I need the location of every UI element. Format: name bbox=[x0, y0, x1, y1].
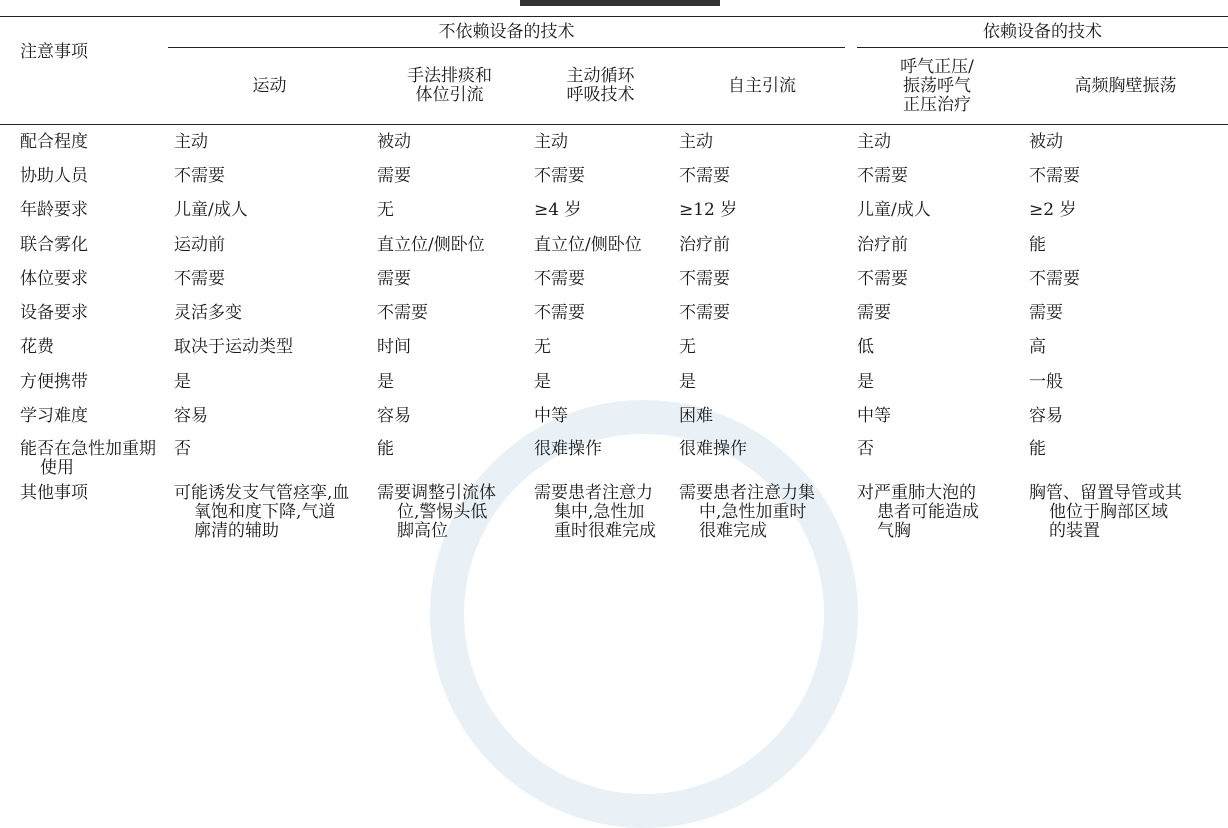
text-line: 设备要求 bbox=[20, 303, 88, 324]
text-line: 否 bbox=[174, 438, 191, 459]
table-cell bbox=[528, 434, 673, 482]
text-line: 需要 bbox=[857, 303, 891, 324]
row-label bbox=[0, 482, 168, 554]
table-cell bbox=[851, 399, 1023, 433]
text-line: 其他事项 bbox=[20, 482, 88, 503]
text-line: 无 bbox=[534, 337, 551, 358]
text-line: 很难操作 bbox=[534, 438, 602, 459]
text-line: 振荡呼气 bbox=[903, 75, 971, 96]
text-line: 氧饱和度下降,气道 bbox=[194, 501, 336, 522]
text-line: 需要患者注意力 bbox=[534, 482, 653, 503]
table-cell bbox=[371, 194, 528, 228]
text-line: 时间 bbox=[377, 337, 411, 358]
table-cell bbox=[371, 399, 528, 433]
table-row bbox=[0, 399, 1228, 433]
table-cell bbox=[851, 331, 1023, 365]
table-cell bbox=[528, 296, 673, 330]
header-column-row bbox=[0, 48, 1228, 125]
table-cell bbox=[1023, 482, 1228, 554]
text-line: 不需要 bbox=[857, 268, 908, 289]
table-cell bbox=[673, 482, 851, 554]
group-header-device-independent: 不依赖设备的技术 bbox=[168, 17, 851, 48]
text-line: 运动前 bbox=[174, 234, 225, 255]
text-line: 集中,急性加 bbox=[554, 501, 645, 522]
text-line: 无 bbox=[377, 200, 394, 221]
table-cell bbox=[168, 228, 371, 262]
text-line: 是 bbox=[377, 371, 394, 392]
row-label bbox=[0, 228, 168, 262]
table-cell bbox=[528, 159, 673, 193]
table-cell bbox=[528, 262, 673, 296]
table-cell bbox=[851, 125, 1023, 160]
table-row bbox=[0, 296, 1228, 330]
text-line: 中等 bbox=[857, 406, 891, 427]
text-line: 能否在急性加重期 bbox=[20, 438, 156, 459]
text-line: 能 bbox=[377, 438, 394, 459]
table-cell bbox=[673, 365, 851, 399]
text-line: 体位引流 bbox=[415, 85, 484, 105]
text-line: ≥4 岁 bbox=[534, 200, 582, 221]
table-cell bbox=[371, 296, 528, 330]
text-line: 主动 bbox=[534, 131, 568, 152]
text-line: 位,警惕头低 bbox=[397, 501, 488, 522]
table-cell bbox=[1023, 434, 1228, 482]
table-cell bbox=[168, 262, 371, 296]
table-cell bbox=[1023, 125, 1228, 160]
text-line: 容易 bbox=[174, 406, 208, 427]
table-cell bbox=[528, 194, 673, 228]
table-cell bbox=[168, 399, 371, 433]
table-cell bbox=[673, 399, 851, 433]
text-line: 取决于运动类型 bbox=[174, 337, 293, 358]
text-line: 运动 bbox=[252, 75, 287, 96]
table-cell bbox=[1023, 262, 1228, 296]
table-cell bbox=[1023, 194, 1228, 228]
text-line: 不需要 bbox=[534, 165, 585, 186]
text-line: 不需要 bbox=[679, 303, 730, 324]
text-line: 高频胸壁振荡 bbox=[1074, 75, 1177, 96]
text-line: 需要 bbox=[377, 268, 411, 289]
table-cell bbox=[168, 125, 371, 160]
table-cell bbox=[1023, 159, 1228, 193]
text-line: 需要 bbox=[1029, 303, 1063, 324]
table-cell bbox=[168, 296, 371, 330]
table-cell bbox=[1023, 365, 1228, 399]
table-cell bbox=[528, 228, 673, 262]
table-cell bbox=[371, 434, 528, 482]
text-line: 不需要 bbox=[534, 303, 585, 324]
text-line: 不需要 bbox=[534, 268, 585, 289]
text-line: 不需要 bbox=[174, 268, 225, 289]
table-cell bbox=[528, 125, 673, 160]
text-line: 否 bbox=[857, 438, 874, 459]
table-cell bbox=[673, 194, 851, 228]
text-line: 不需要 bbox=[377, 303, 428, 324]
table-cell bbox=[1023, 296, 1228, 330]
text-line: 低 bbox=[857, 337, 874, 358]
table-row bbox=[0, 434, 1228, 482]
text-line: 自主引流 bbox=[728, 75, 796, 96]
table-cell bbox=[1023, 331, 1228, 365]
table-cell bbox=[673, 262, 851, 296]
column-header bbox=[673, 48, 851, 125]
table-cell bbox=[371, 262, 528, 296]
text-line: 学习难度 bbox=[20, 406, 88, 427]
table-cell bbox=[371, 365, 528, 399]
text-line: 气胸 bbox=[877, 520, 911, 541]
text-line: 很难完成 bbox=[699, 520, 767, 541]
table-cell bbox=[168, 365, 371, 399]
text-line: 胸管、留置导管或其 bbox=[1029, 482, 1182, 503]
header-group-row bbox=[0, 17, 1228, 48]
caption-remnant bbox=[520, 0, 720, 6]
text-line: 直立位/侧卧位 bbox=[534, 234, 642, 255]
text-line: 使用 bbox=[40, 457, 74, 478]
text-line: 患者可能造成 bbox=[877, 501, 979, 522]
table-cell bbox=[371, 228, 528, 262]
table-cell bbox=[673, 296, 851, 330]
text-line: 体位要求 bbox=[20, 268, 88, 289]
table-row bbox=[0, 365, 1228, 399]
text-line: 需要 bbox=[377, 165, 411, 186]
text-line: 容易 bbox=[1029, 406, 1063, 427]
table-cell bbox=[528, 365, 673, 399]
text-line: 的装置 bbox=[1049, 520, 1100, 541]
table-cell bbox=[851, 482, 1023, 554]
text-line: ≥12 岁 bbox=[679, 200, 738, 221]
text-line: 是 bbox=[679, 371, 696, 392]
text-line: 是 bbox=[174, 371, 191, 392]
row-label bbox=[0, 331, 168, 365]
text-line: 不需要 bbox=[679, 268, 730, 289]
row-label bbox=[0, 365, 168, 399]
text-line: 不需要 bbox=[174, 165, 225, 186]
table-cell bbox=[528, 482, 673, 554]
row-label bbox=[0, 262, 168, 296]
column-header bbox=[528, 48, 673, 125]
text-line: 困难 bbox=[679, 406, 713, 427]
table-cell bbox=[673, 159, 851, 193]
text-line: 手法排痰和 bbox=[407, 66, 492, 86]
table-cell bbox=[168, 331, 371, 365]
row-label bbox=[0, 159, 168, 193]
table-cell bbox=[851, 228, 1023, 262]
text-line: 直立位/侧卧位 bbox=[377, 234, 485, 255]
row-label bbox=[0, 399, 168, 433]
text-line: 能 bbox=[1029, 438, 1046, 459]
table-cell bbox=[851, 262, 1023, 296]
table-cell bbox=[168, 482, 371, 554]
table-cell bbox=[851, 194, 1023, 228]
text-line: 不需要 bbox=[1029, 268, 1080, 289]
text-line: 能 bbox=[1029, 234, 1046, 255]
table-cell bbox=[168, 159, 371, 193]
table-cell bbox=[528, 399, 673, 433]
table-row bbox=[0, 159, 1228, 193]
text-line: 配合程度 bbox=[20, 131, 88, 152]
text-line: 主动循环 bbox=[566, 66, 635, 86]
row-label bbox=[0, 296, 168, 330]
text-line: 需要调整引流体 bbox=[377, 482, 496, 503]
table-cell bbox=[851, 434, 1023, 482]
text-line: 对严重肺大泡的 bbox=[857, 482, 976, 503]
table-cell bbox=[168, 434, 371, 482]
text-line: 主动 bbox=[679, 131, 713, 152]
table-cell bbox=[1023, 228, 1228, 262]
text-line: 方便携带 bbox=[20, 371, 88, 392]
table-cell bbox=[1023, 399, 1228, 433]
table-cell bbox=[528, 331, 673, 365]
text-line: 被动 bbox=[377, 131, 411, 152]
text-line: 呼气正压/ bbox=[900, 56, 974, 77]
text-line: 联合雾化 bbox=[20, 234, 88, 255]
table-row bbox=[0, 482, 1228, 554]
table-cell bbox=[851, 365, 1023, 399]
text-line: 主动 bbox=[174, 131, 208, 152]
text-line: 儿童/成人 bbox=[857, 200, 931, 221]
text-line: 重时很难完成 bbox=[554, 520, 656, 541]
text-line: 廓清的辅助 bbox=[194, 520, 279, 541]
text-line: 很难操作 bbox=[679, 438, 747, 459]
text-line: 正压治疗 bbox=[903, 94, 971, 115]
text-line: 治疗前 bbox=[679, 234, 730, 255]
header-first-cell: 注意事项 bbox=[0, 17, 168, 125]
table-cell bbox=[371, 331, 528, 365]
text-line: 不需要 bbox=[1029, 165, 1080, 186]
text-line: 不需要 bbox=[679, 165, 730, 186]
table-row bbox=[0, 228, 1228, 262]
text-line: 灵活多变 bbox=[174, 303, 242, 324]
text-line: 年龄要求 bbox=[20, 200, 88, 221]
column-header bbox=[1023, 48, 1228, 125]
table-row bbox=[0, 262, 1228, 296]
text-line: 无 bbox=[679, 337, 696, 358]
text-line: 容易 bbox=[377, 406, 411, 427]
text-line: 一般 bbox=[1029, 371, 1063, 392]
text-line: 不需要 bbox=[857, 165, 908, 186]
table-cell bbox=[371, 125, 528, 160]
text-line: 主动 bbox=[857, 131, 891, 152]
text-line: 中等 bbox=[534, 406, 568, 427]
row-label bbox=[0, 125, 168, 160]
table-row bbox=[0, 331, 1228, 365]
table-cell bbox=[851, 159, 1023, 193]
table-cell bbox=[673, 125, 851, 160]
text-line: 被动 bbox=[1029, 131, 1063, 152]
text-line: 儿童/成人 bbox=[174, 200, 248, 221]
text-line: 高 bbox=[1029, 337, 1046, 358]
group-header-device-dependent: 依赖设备的技术 bbox=[851, 17, 1228, 48]
table-cell bbox=[168, 194, 371, 228]
text-line: ≥2 岁 bbox=[1029, 200, 1077, 221]
table-cell bbox=[371, 159, 528, 193]
text-line: 可能诱发支气管痉挛,血 bbox=[174, 482, 350, 503]
comparison-table bbox=[0, 17, 1228, 554]
text-line: 需要患者注意力集 bbox=[679, 482, 815, 503]
text-line: 协助人员 bbox=[20, 165, 88, 186]
text-line: 呼吸技术 bbox=[566, 85, 635, 105]
row-label bbox=[0, 194, 168, 228]
table-cell bbox=[673, 228, 851, 262]
text-line: 脚高位 bbox=[397, 520, 448, 541]
table-cell bbox=[673, 331, 851, 365]
text-line: 他位于胸部区域 bbox=[1049, 501, 1168, 522]
table-cell bbox=[673, 434, 851, 482]
text-line: 治疗前 bbox=[857, 234, 908, 255]
column-header bbox=[371, 48, 528, 125]
text-line: 中,急性加重时 bbox=[699, 501, 807, 522]
row-label bbox=[0, 434, 168, 482]
text-line: 花费 bbox=[20, 337, 54, 358]
table-row bbox=[0, 125, 1228, 160]
table-row bbox=[0, 194, 1228, 228]
table-cell bbox=[371, 482, 528, 554]
table-cell bbox=[851, 296, 1023, 330]
column-header bbox=[851, 48, 1023, 125]
text-line: 是 bbox=[534, 371, 551, 392]
column-header bbox=[168, 48, 371, 125]
text-line: 是 bbox=[857, 371, 874, 392]
